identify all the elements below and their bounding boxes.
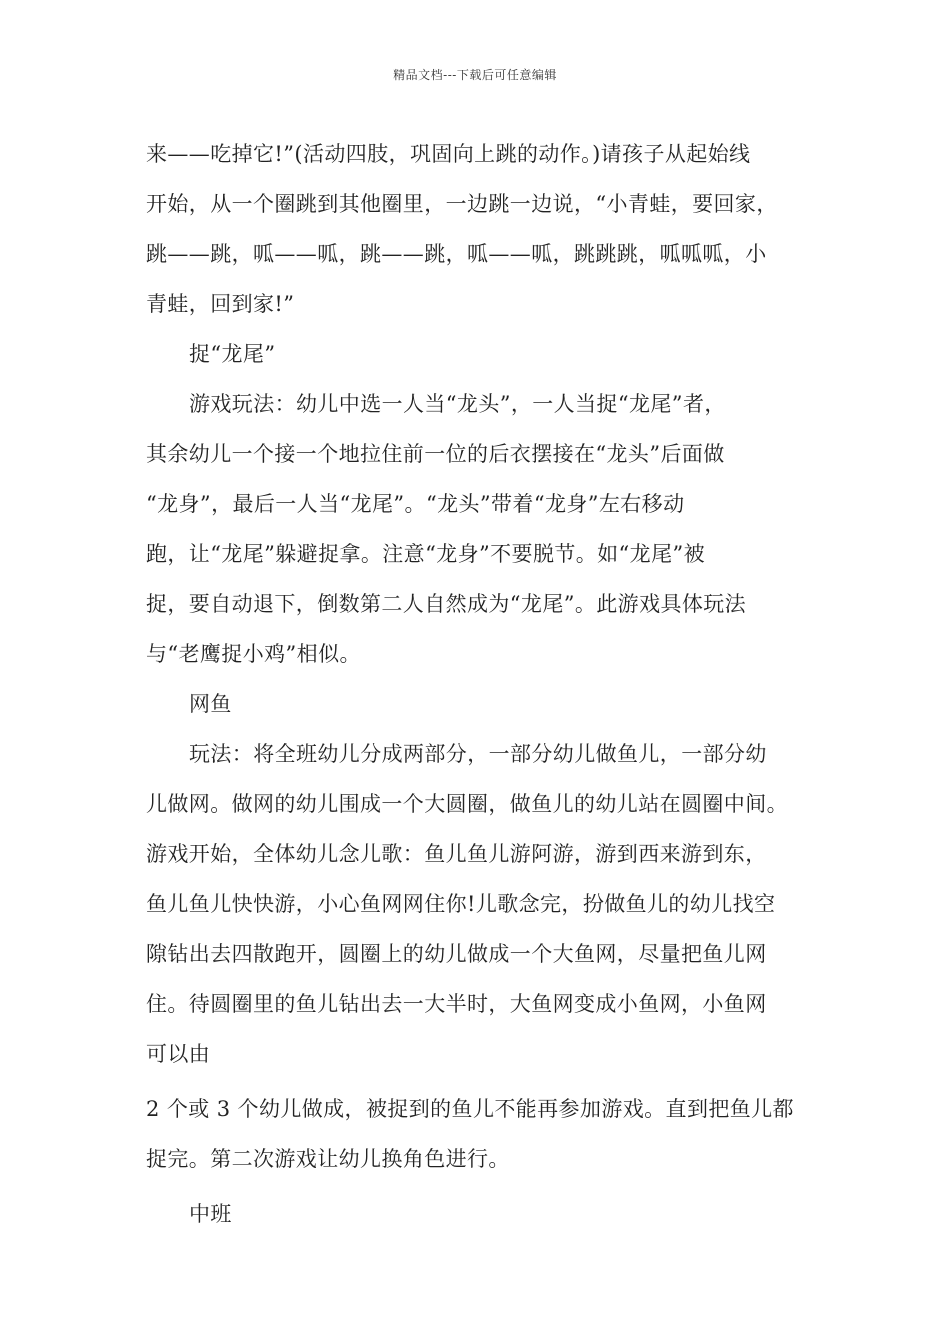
body-line: 游戏开始，全体幼儿念儿歌：鱼儿鱼儿游阿游，游到西来游到东， (146, 842, 767, 866)
body-line: 游戏玩法：幼儿中选一人当“龙头”，一人当捉“龙尾”者， (189, 392, 726, 416)
body-line: “龙身”，最后一人当“龙尾”。“龙头”带着“龙身”左右移动 (146, 492, 685, 516)
section-heading-net-fish: 网鱼 (189, 692, 232, 716)
body-line: 来——吃掉它!”(活动四肢，巩固向上跳的动作。)请孩子从起始线 (146, 142, 751, 166)
body-line: 青蛙，回到家!” (146, 292, 295, 316)
body-line: 儿做网。做网的幼儿围成一个大圆圈，做鱼儿的幼儿站在圆圈中间。 (146, 792, 788, 816)
section-heading-catch-dragon-tail: 捉“龙尾” (189, 342, 276, 366)
document-body (146, 129, 806, 1239)
body-line: 住。待圆圈里的鱼儿钻出去一大半时，大鱼网变成小鱼网，小鱼网 (146, 992, 767, 1016)
body-line: 捉完。第二次游戏让幼儿换角色进行。 (146, 1147, 510, 1171)
body-line: 与“老鹰捉小鸡”相似。 (146, 642, 361, 666)
body-line: 隙钻出去四散跑开，圆圈上的幼儿做成一个大鱼网，尽量把鱼儿网 (146, 942, 767, 966)
body-line: 跳——跳，呱——呱，跳——跳，呱——呱，跳跳跳，呱呱呱，小 (146, 242, 767, 266)
body-line: 跑，让“龙尾”躲避捉拿。注意“龙身”不要脱节。如“龙尾”被 (146, 542, 706, 566)
section-heading-middle-class: 中班 (189, 1202, 232, 1226)
page-header: 精品文档---下载后可任意编辑 (393, 68, 557, 82)
body-line: 其余幼儿一个接一个地拉住前一位的后衣摆接在“龙头”后面做 (146, 442, 725, 466)
body-line: 玩法：将全班幼儿分成两部分，一部分幼儿做鱼儿，一部分幼 (189, 742, 767, 766)
body-line: 可以由 (146, 1042, 211, 1066)
body-line: 鱼儿鱼儿快快游，小心鱼网网住你!儿歌念完，扮做鱼儿的幼儿找空 (146, 892, 776, 916)
body-line: 捉，要自动退下，倒数第二人自然成为“龙尾”。此游戏具体玩法 (146, 592, 747, 616)
body-line: 2 个或 3 个幼儿做成，被捉到的鱼儿不能再参加游戏。直到把鱼儿都 (146, 1097, 794, 1121)
body-line: 开始，从一个圈跳到其他圈里，一边跳一边说，“小青蛙，要回家， (146, 192, 778, 216)
